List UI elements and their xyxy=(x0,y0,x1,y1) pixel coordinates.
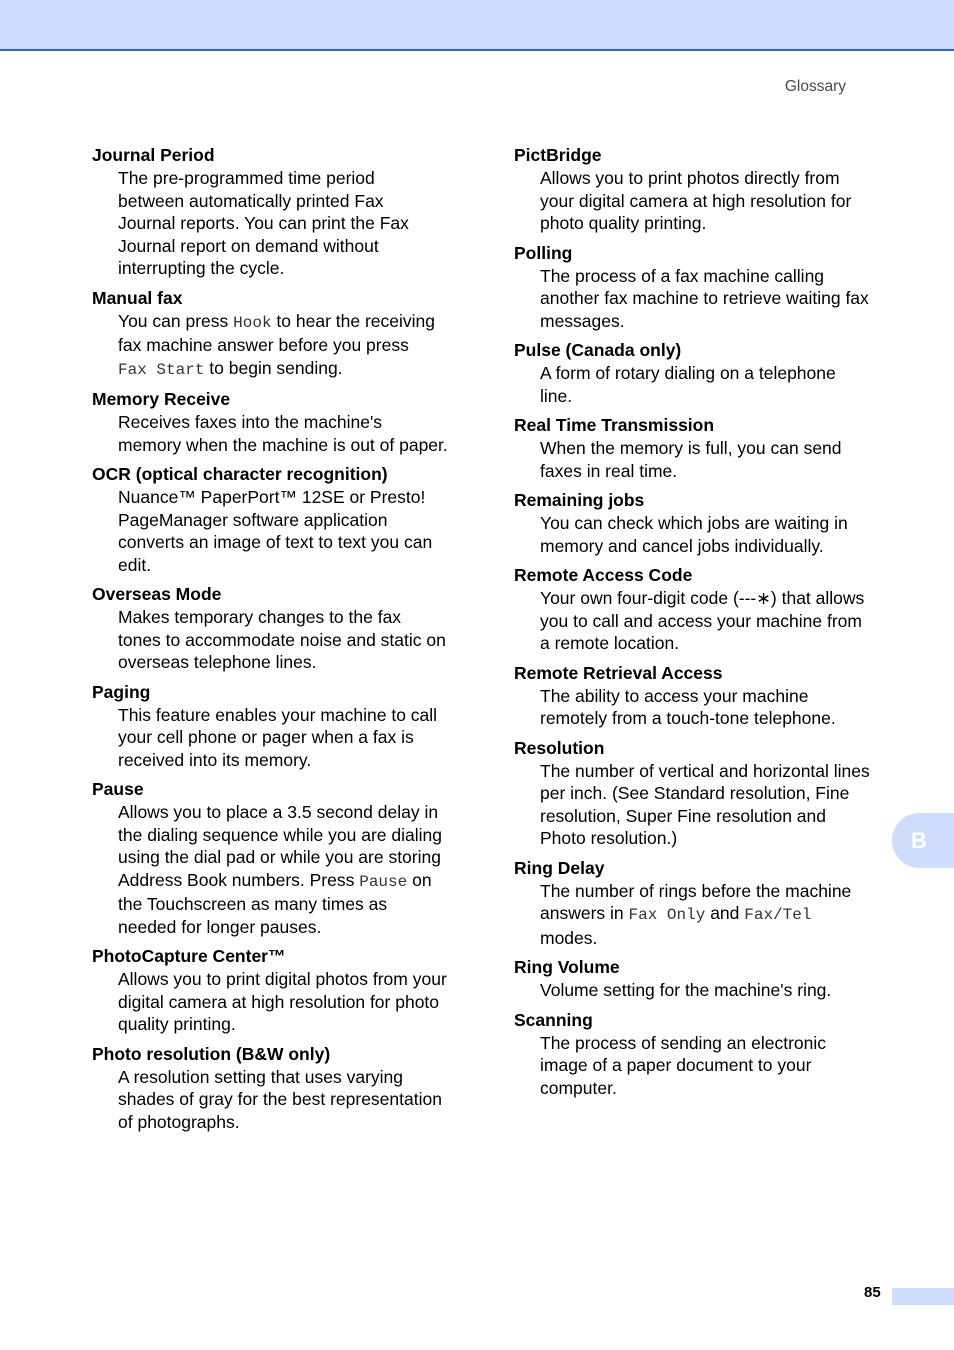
definition-line: a remote location. xyxy=(540,633,680,653)
definition-line: between automatically printed Fax xyxy=(118,190,384,211)
glossary-term: Photo resolution (B&W only) xyxy=(92,1043,331,1064)
glossary-entry-photocapture-center xyxy=(92,944,464,1036)
definition-text: You can press xyxy=(118,310,234,331)
definition-line: faxes in real time. xyxy=(540,460,678,481)
glossary-entry-resolution xyxy=(514,736,886,850)
definition-line: the dialing sequence while you are dialing xyxy=(118,824,442,845)
definition-line: Allows you to print photos directly from xyxy=(540,168,840,188)
glossary-definition xyxy=(118,1066,464,1134)
definition-line: The process of a fax machine calling xyxy=(540,265,825,286)
definition-line: the Touchscreen as many times as xyxy=(118,894,388,914)
definition-line xyxy=(118,357,464,382)
glossary-term: Remaining jobs xyxy=(514,490,645,510)
glossary-term: Real Time Transmission xyxy=(514,415,715,435)
definition-line: tones to accommodate noise and static on xyxy=(118,629,446,650)
key-name-pause: Pause xyxy=(359,872,408,891)
glossary-entry-ring-volume xyxy=(514,955,886,1002)
glossary-definition xyxy=(540,685,886,730)
glossary-term: Manual fax xyxy=(92,287,183,308)
glossary-definition xyxy=(540,1032,886,1100)
glossary-definition xyxy=(540,265,886,333)
definition-line: Allows you to place a 3.5 second delay in xyxy=(118,802,439,822)
definition-line: quality printing. xyxy=(118,1014,236,1034)
definition-line: When the memory is full, you can send xyxy=(540,438,842,458)
definition-line: resolution, Super Fine resolution and xyxy=(540,805,827,826)
header-band xyxy=(0,0,954,51)
definition-line: converts an image of text to text you can xyxy=(118,532,433,552)
definition-line: Photo resolution.) xyxy=(540,828,678,848)
definition-line: memory when the machine is out of paper. xyxy=(118,434,448,455)
glossary-term: Journal Period xyxy=(92,145,215,165)
glossary-entry-ring-delay xyxy=(514,856,886,950)
definition-line: interrupting the cycle. xyxy=(118,258,285,278)
glossary-term: PhotoCapture Center™ xyxy=(92,946,286,966)
definition-line: of photographs. xyxy=(118,1111,240,1132)
glossary-definition xyxy=(540,760,886,850)
mode-name-fax-only: Fax Only xyxy=(628,906,706,924)
definition-line: Your own four-digit code (---∗) that allows xyxy=(540,588,865,608)
glossary-definition xyxy=(540,167,886,235)
glossary-definition xyxy=(118,167,464,280)
glossary-term: Ring Volume xyxy=(514,957,620,977)
glossary-term: Scanning xyxy=(514,1009,593,1030)
glossary-term: Remote Access Code xyxy=(514,565,693,585)
definition-line xyxy=(118,869,464,894)
glossary-entry-scanning xyxy=(514,1008,886,1100)
definition-text: to begin sending. xyxy=(204,357,343,378)
definition-line: You can check which jobs are waiting in xyxy=(540,513,848,533)
definition-line: your digital camera at high resolution for xyxy=(540,190,852,211)
glossary-term: Paging xyxy=(92,681,151,702)
glossary-term: Ring Delay xyxy=(514,857,605,878)
glossary-definition xyxy=(118,704,464,772)
definition-line: Volume setting for the machine's ring. xyxy=(540,980,832,1000)
definition-line: The ability to access your machine xyxy=(540,685,809,706)
key-name-fax-start: Fax Start xyxy=(118,360,205,379)
definition-line: The pre-programmed time period xyxy=(118,168,375,188)
glossary-entry-real-time-transmission xyxy=(514,413,886,482)
definition-text: Address Book numbers. Press xyxy=(118,869,360,890)
glossary-term: Remote Retrieval Access xyxy=(514,662,723,683)
definition-line: computer. xyxy=(540,1077,617,1098)
glossary-term: PictBridge xyxy=(514,145,602,165)
page-number: 85 xyxy=(864,1284,881,1301)
definition-line: The number of rings before the machine xyxy=(540,880,852,901)
glossary-entry-overseas-mode xyxy=(92,582,464,674)
definition-line: using the dial pad or while you are storing xyxy=(118,847,441,867)
glossary-term: Resolution xyxy=(514,737,605,758)
glossary-definition xyxy=(118,310,464,382)
glossary-term: OCR (optical character recognition) xyxy=(92,464,388,484)
definition-line: memory and cancel jobs individually. xyxy=(540,535,824,556)
definition-line: your cell phone or pager when a fax is xyxy=(118,727,414,747)
definition-line: Journal reports. You can print the Fax xyxy=(118,213,409,233)
glossary-term: Overseas Mode xyxy=(92,584,222,604)
glossary-term: Polling xyxy=(514,242,573,263)
glossary-entry-memory-receive xyxy=(92,387,464,456)
definition-line: edit. xyxy=(118,554,152,575)
glossary-definition xyxy=(540,362,886,407)
definition-line: Makes temporary changes to the fax xyxy=(118,607,402,627)
definition-text: answers in xyxy=(540,903,629,923)
definition-line: image of a paper document to your xyxy=(540,1055,812,1075)
glossary-definition xyxy=(118,486,464,576)
definition-line: line. xyxy=(540,385,573,406)
definition-line: Journal report on demand without xyxy=(118,235,379,256)
definition-line: another fax machine to retrieve waiting fax xyxy=(540,288,869,308)
definition-line: photo quality printing. xyxy=(540,213,707,233)
glossary-definition xyxy=(118,968,464,1036)
glossary-entry-remote-retrieval-access xyxy=(514,661,886,730)
definition-line: fax machine answer before you press xyxy=(118,335,409,355)
glossary-term: Memory Receive xyxy=(92,389,231,409)
glossary-definition xyxy=(540,512,886,557)
definition-line: digital camera at high resolution for photo xyxy=(118,991,440,1012)
glossary-definition xyxy=(540,880,886,950)
glossary-column-right xyxy=(514,143,886,1105)
glossary-term: Pulse (Canada only) xyxy=(514,340,682,360)
definition-line: The process of sending an electronic xyxy=(540,1032,826,1053)
key-name-hook: Hook xyxy=(233,313,272,332)
glossary-definition xyxy=(118,801,464,938)
chapter-tab: B xyxy=(892,813,954,868)
glossary-definition xyxy=(540,979,886,1002)
glossary-column-left xyxy=(92,143,464,1139)
section-title: Glossary xyxy=(784,78,846,95)
definition-line: Allows you to print digital photos from your xyxy=(118,969,447,989)
glossary-entry-pulse xyxy=(514,338,886,407)
definition-text: and xyxy=(705,903,745,923)
glossary-entry-polling xyxy=(514,241,886,333)
definition-line: modes. xyxy=(540,927,598,948)
glossary-entry-journal-period xyxy=(92,143,464,280)
glossary-entry-photo-resolution xyxy=(92,1042,464,1134)
definition-line: shades of gray for the best representation xyxy=(118,1089,442,1109)
glossary-definition xyxy=(540,437,886,482)
glossary-entry-remaining-jobs xyxy=(514,488,886,557)
glossary-entry-ocr xyxy=(92,462,464,576)
definition-line: The number of vertical and horizontal lines xyxy=(540,760,870,781)
definition-line: overseas telephone lines. xyxy=(118,652,317,672)
glossary-entry-remote-access-code xyxy=(514,563,886,655)
definition-line xyxy=(540,902,886,927)
glossary-entry-paging xyxy=(92,680,464,772)
definition-line: A form of rotary dialing on a telephone xyxy=(540,363,836,383)
definition-line: Nuance™ PaperPort™ 12SE or Presto! xyxy=(118,487,426,507)
glossary-entry-manual-fax xyxy=(92,286,464,382)
definition-line: messages. xyxy=(540,310,625,331)
definition-line: remotely from a touch-tone telephone. xyxy=(540,708,836,728)
definition-line: you to call and access your machine from xyxy=(540,610,862,631)
glossary-definition xyxy=(118,411,464,456)
glossary-definition xyxy=(540,587,886,655)
definition-line: per inch. (See Standard resolution, Fine xyxy=(540,783,850,803)
glossary-term: Pause xyxy=(92,779,144,799)
page-number-bar xyxy=(892,1288,954,1305)
definition-line: received into its memory. xyxy=(118,749,312,770)
mode-name-fax-tel: Fax/Tel xyxy=(744,906,812,924)
glossary-entry-pause xyxy=(92,777,464,938)
definition-line: needed for longer pauses. xyxy=(118,916,322,937)
definition-line: Receives faxes into the machine's xyxy=(118,412,383,432)
definition-line: A resolution setting that uses varying xyxy=(118,1066,404,1087)
definition-line xyxy=(118,310,464,335)
definition-line: PageManager software application xyxy=(118,509,388,530)
glossary-definition xyxy=(118,606,464,674)
definition-text: on xyxy=(407,869,432,890)
definition-line: This feature enables your machine to call xyxy=(118,704,438,725)
glossary-entry-pictbridge xyxy=(514,143,886,235)
definition-text: to hear the receiving xyxy=(271,310,435,331)
